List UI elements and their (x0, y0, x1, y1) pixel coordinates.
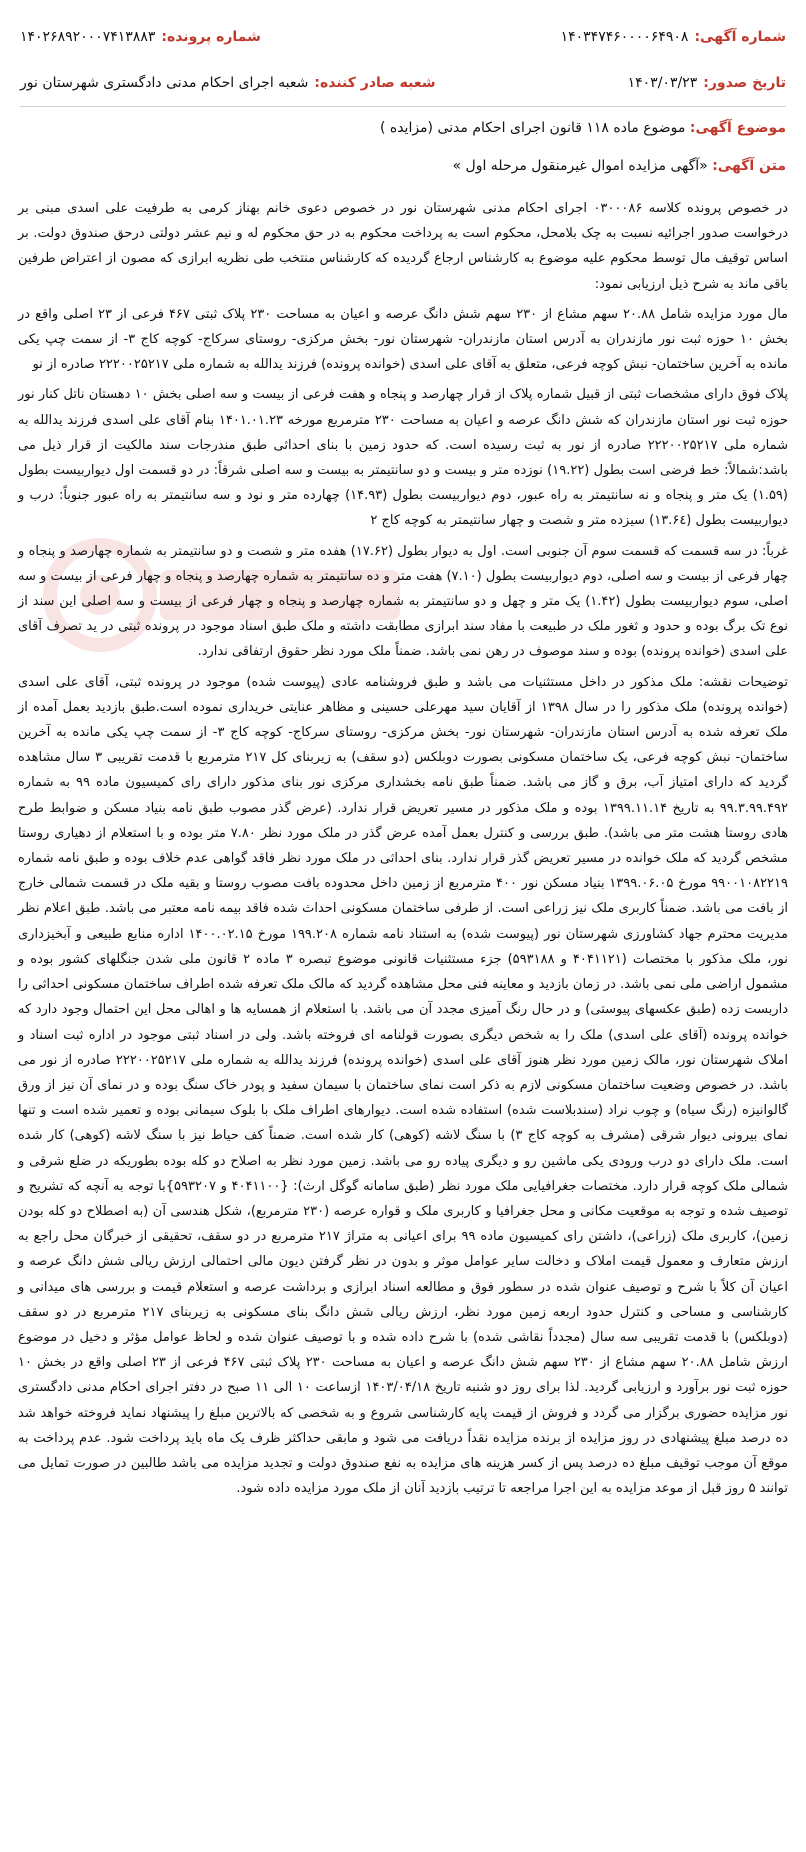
ad-body (18, 196, 788, 1506)
paragraph-registration: پلاک فوق دارای مشخصات ثبتی از قبیل شماره پلاک از قرار چهارصد و پنجاه و هفت فرعی از بیست و سه اصلی بخش ۱۰ دهستان ناتل کنار نور حوزه ثبت نور استان مازندران که شش دانگ عرصه و اعیان به مساحت ۲۳۰ مترمربع مورخه ۱۴۰۱.۰۱.۲۳ بنام آقای علی اسدی فرزند یدالله به شماره ملی ۲۲۲۰۰۲۵۲۱۷ صادره از نور به ثبت رسیده است. که حدود زمین با بنای احداثی طبق مندرجات سند مالکیت از قرار ذیل می باشد:شمالاً: خط فرضی است بطول (۱۹.۲۲) نوزده متر و بیست و دو سانتیمتر به بیست و سه اصلی شرقاً: در دو قسمت اول دیواربیست بطول (۱.۵۹) یک متر و پنجاه و نه سانتیمتر به راه عبور، دوم دیواربیست بطول (۱۴.۹۳) چهارده متر و نود و سه سانتیمتر به راه عبور جنوباً: درب و دیواربیست بطول (۱۳.۶٤) سیزده متر و شصت و چهار سانتیمتر به کوچه کاج ۲ (18, 387, 789, 529)
case-number (20, 29, 261, 45)
ad-topic-value: موضوع ماده ۱۱۸ قانون اجرای احکام مدنی (مزایده ) (379, 120, 686, 136)
case-number-value: ۱۴۰۲۶۸۹۲۰۰۰۷۴۱۳۸۸۳ (20, 29, 156, 45)
issuer-label: شعبه صادر کننده: (314, 75, 436, 91)
paragraph-details: توضیحات نقشه: ملک مذکور در داخل مستثنیات می باشد و طبق فروشنامه عادی (پیوست شده) موجود در پرونده ثبتی، آقای علی اسدی (خوانده پرونده) ملک مذکور را در سال ۱۳۹۸ از آقایان سید مهرعلی حسینی و مظاهر عنایتی خریداری نموده است.طبق بازدید بعمل آمده از ملک تعرفه شده به آدرس استان مازندران- شهرستان نور- بخش مرکزی- روستای سرکاج- کوچه کاج ۳- از سمت چپ یکی مانده به آخرین ساختمان- نبش کوچه فرعی، یک ساختمان مسکونی بصورت دوبلکس (دو سقف) به زیربنای کل ۲۱۷ مترمربع با قدمت تقریبی ۳ سال مشاهده گردید که دارای امتیاز آب، برق و گاز می باشد. ضمناً طبق نامه بخشداری مرکزی نور بنای مذکور دارای رای کمیسیون ماده ۹۹ به شماره ۹۹.۳.۹۹.۴۹۲ به تاریخ ۱۳۹۹.۱۱.۱۴ بوده و ملک مذکور در مسیر تعریض قرار ندارد. (عرض گذر مصوب طبق نامه بنیاد مسکن و ضوابط طرح هادی روستا هشت متر می باشد). طبق بررسی و کنترل بعمل آمده عرض گذر در ملک مورد نظر ۷.۸۰ متر بوده و با استعلام از دهیاری روستا مشخص گردید که ملک خوانده در مسیر تعریض گذر قرار ندارد. بنای احداثی در ملک مورد نظر فاقد گواهی عدم خلاف بوده و طبق نامه شماره ۹۹۰۰۱۰۸۲۲۱۹ مورخ ۱۳۹۹.۰۶.۰۵ بنیاد مسکن نور ۴۰۰ مترمربع از زمین داخل محدوده بافت مصوب روستا و بقیه ملک در قسمت شمالی خارج از بافت می باشد. ضمناً کاربری ملک نیز زراعی است. از طرفی ساختمان مسکونی احداث شده فاقد بیمه نامه معتبر می باشد. طبق اعلام نظر مدیریت محترم جهاد کشاورزی شهرستان نور (پیوست شده) به استناد نامه شماره ۱۹۹.۲۰۸ مورخ ۱۴۰۰.۰۲.۱۵ اداره منابع طبیعی و آبخیزداری نور، ملک مذکور با مختصات (۴۰۴۱۱۲۱ و ۵۹۳۱۸۸) جزء مستثنیات قانونی موضوع تبصره ۳ ماده ۲ قانون ملی شدن جنگلهای کشور بوده و مشمول اراضی ملی نمی باشد. در زمان بازدید و معاینه فنی محل مشاهده گردید که مالک ملک تعرفه شده اطراف ساختمان مسکونی احداثی را داربست زده (طبق عکسهای پیوستی) و در حال رنگ آمیزی مجدد آن می باشد. با استعلام از همسایه ها و اهالی محل این احتمال وجود دارد که خوانده پرونده (آقای علی اسدی) ملک را به شخص دیگری بصورت قولنامه ای فروخته باشد. ولی در اسناد ثبتی موجود در اداره ثبت اسناد و املاک شهرستان نور، مالک زمین مورد نظر هنوز آقای علی اسدی (خوانده پرونده) فرزند یدالله به شماره ملی ۲۲۲۰۰۲۵۲۱۷ صادره از نور می باشد. در خصوص وضعیت ساختمان مسکونی لازم به ذکر است نمای ساختمان با سیمان سفید و پودر خاک سنگ بوده و در نمای آن نیز از ورق گالوانیزه (رنگ سیاه) و چوب نراد (سندبلاست شده) استفاده شده است. دیوارهای اطراف ملک با بلوک سیمانی بوده و تعمیر شده است و تنها نمای بیرونی دیوار شرقی (مشرف به کوچه کاج ۳) با سنگ لاشه (کوهی) کار شده است. ضمناً کف حیاط نیز با سنگ لاشه (کوهی) کار شده است. ملک دارای دو درب ورودی یکی ماشین رو و دیگری پیاده رو می باشد. زمین مورد نظر به اصلاح دو کله بوده بطوریکه در ضلع شرقی و شمالی ملک کوچه قرار دارد. مختصات جغرافیایی ملک مورد نظر (طبق سامانه گوگل ارث): {۴۰۴۱۱۰۰ و ۵۹۳۲۰۷}با توجه به آنچه که تشریح و توصیف شده و توجه به موقعیت مکانی و محل جغرافیا و کاربری ملک و قواره عرصه (۲۳۰ مترمربع)، شکل هندسی آن (به اصطلاح دو کله بودن زمین)، کاربری ملک (زراعی)، داشتن رای کمیسیون ماده ۹۹ برای اعیانی به متراژ ۲۱۷ مترمربع در دو سقف، تحقیقی از خبرگان محل راجع به ارزش متعارف و معمول قیمت املاک و دخالت سایر عوامل موثر و بدون در نظر گرفتن دیون مالی احتمالی ارزش ریالی شش دانگ عرصه و اعیان آن کلاً با شرح و توصیف عنوان شده در سطور فوق و مطالعه اسناد ابرازی و برداشت عرصه و استعلام قیمت و بررسی های میدانی و کارشناسی و مساحی و کنترل حدود اربعه زمین مورد نظر، ارزش ریالی شش دانگ بنای مسکونی به زیربنای ۲۱۷ مترمربع در دو سقف (دوبلکس) با قدمت تقریبی سه سال (مجدداً نقاشی شده) با شرح داده شده و با توصیف عنوان شده و لحاظ عوامل مؤثر و دخیل در موضوع ارزش شامل ۲۰.۸۸ سهم مشاع از ۲۳۰ سهم شش دانگ عرصه و اعیان به مساحت ۲۳۰ پلاک ثبتی ۴۶۷ فرعی از ۲۳ اصلی واقع در بخش ۱۰ حوزه ثبت نور برآورد و ارزیابی گردید. لذا برای روز دو شنبه تاریخ ۱۴۰۳/۰۴/۱۸ ازساعت ۱۰ الی ۱۱ صبح در دفتر اجرای احکام مدنی دادگستری نور مزایده حضوری برگزار می گردد و فروش از قیمت پایه کارشناسی شروع و به شخصی که بالاترین مبلغ را پیشنهاد نماید فروخته خواهد شد ده درصد مبلغ پیشنهادی در روز مزایده از برنده مزایده نقداً دریافت می شود و مابقی حداکثر ظرف یک ماه باید پرداخت شود. عدم پرداخت به موقع آن موجب توقیف مبلغ ده درصد پس از کسر هزینه های مزایده به نفع صندوق دولت و تجدید مزایده می باشد طالبین در صورت تمایل می توانند ۵ روز قبل از موعد مزایده به این اجرا مراجعه تا ترتیب بازدید آنان از ملک مورد مزایده داده شود. (18, 674, 789, 1497)
case-number-label: شماره پرونده: (161, 29, 261, 45)
ad-number-label: شماره آگهی: (694, 29, 786, 45)
issue-date-label: تاریخ صدور: (703, 75, 786, 91)
ad-number (561, 29, 786, 45)
paragraph-boundaries: غرباً: در سه قسمت که قسمت سوم آن جنوبی است. اول به دیوار بطول (۱۷.۶۲) هفده متر و شصت و دو سانتیمتر به شماره چهارصد و پنجاه و چهار فرعی از بیست و سه اصلی، دوم دیواربیست بطول (۷.۱۰) هفت متر و ده سانتیمتر به شماره چهارصد و پنجاه و چهار فرعی از بیست و سه اصلی، سوم دیواربیست بطول (۱.۴۲) یک متر و چهل و دو سانتیمتر به شماره چهارصد و پنجاه و چهار فرعی از بیست و سه اصلی این سند از نوع تک برگ بوده و حدود و ثغور ملک در طبیعت با مفاد سند ابرازی مطابقت داشته و ملک طبق اسناد موجود در پرونده ثبتی در ید تصرف آقای علی اسدی (خوانده پرونده) بوده و سند موصوف در رهن نمی باشد. ضمناً ملک مورد نظر حقوق ارتفاقی ندارد. (18, 543, 788, 660)
ad-topic (20, 120, 786, 136)
ad-text-title: «آگهی مزایده اموال غیرمنقول مرحله اول » (452, 158, 708, 174)
ad-number-value: ۱۴۰۳۴۷۴۶۰۰۰۰۶۴۹۰۸ (560, 29, 689, 45)
issuer (20, 75, 436, 91)
header-row-1 (20, 24, 786, 50)
issue-date-value: ۱۴۰۳/۰۳/۲۳ (627, 75, 698, 91)
issuer-value: شعبه اجرای احکام مدنی دادگستری شهرستان نور (20, 75, 309, 91)
ad-text-heading (20, 158, 786, 174)
ad-text-label: متن آگهی: (712, 158, 786, 174)
header-row-2 (20, 70, 786, 96)
issue-date (628, 75, 786, 91)
ad-topic-label: موضوع آگهی: (689, 120, 786, 136)
header-divider (20, 106, 786, 107)
paragraph-property: مال مورد مزایده شامل ۲۰.۸۸ سهم مشاع از ۲۳۰ سهم شش دانگ عرصه و اعیان به مساحت ۲۳۰ پلاک ثبتی ۴۶۷ فرعی از ۲۳ اصلی واقع در بخش ۱۰ حوزه ثبت نور مازندران به آدرس استان مازندران- شهرستان نور- بخش مرکزی- روستای سرکاج- کوچه کاج ۳- از سمت چپ یکی مانده به آخرین ساختمان- نبش کوچه فرعی، متعلق به آقای علی اسدی (خوانده پرونده) فرزند یدالله به شماره ملی ۲۲۲۰۰۲۵۲۱۷ صادره از نو (18, 306, 789, 373)
paragraph-intro: در خصوص پرونده کلاسه ۰۳۰۰۰۸۶ اجرای احکام مدنی شهرستان نور در خصوص دعوی خانم بهناز کرمی به طرفیت علی اسدی مبنی بر درخواست صدور اجرائیه نسبت به چک بلامحل، محکوم است به پرداخت محکوم به در حق محکوم له و نیم عشر دولتی درحق صندوق دولت. بر اساس توقیف مال توسط محکوم علیه موضوع به کارشناس ارجاع گردیده که کارشناس منتخب طی نظریه ابرازی که مصون از اعتراض طرفین باقی ماند به شرح ذیل ارزیابی نمود: (18, 201, 789, 292)
